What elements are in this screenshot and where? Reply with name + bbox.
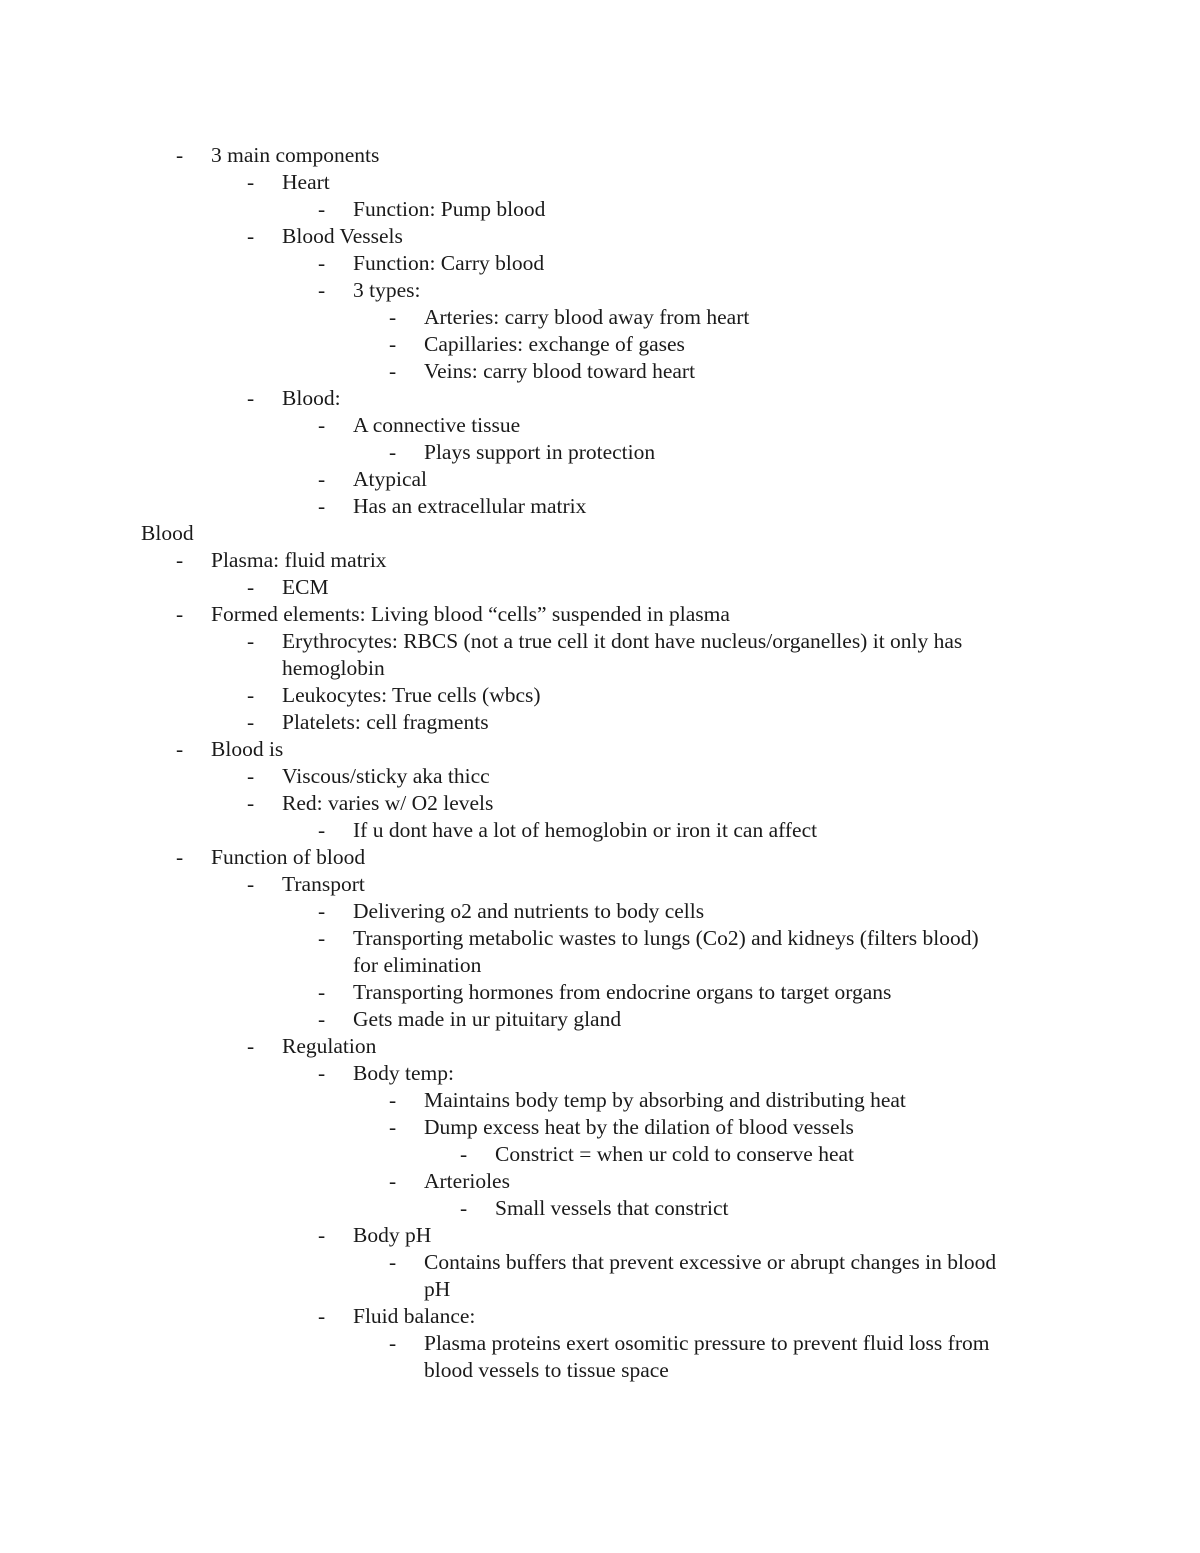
list-item <box>0 736 1200 763</box>
bullet-dash: - <box>247 170 255 194</box>
bullet-dash: - <box>318 1304 326 1328</box>
list-item-text: Body temp: <box>353 1061 454 1085</box>
list-item-text: Capillaries: exchange of gases <box>424 332 685 356</box>
list-item <box>0 790 1200 817</box>
list-item-text: Small vessels that constrict <box>495 1196 729 1220</box>
list-item-text: Transport <box>282 872 365 896</box>
list-item-text: Viscous/sticky aka thicc <box>282 764 490 788</box>
list-item-text: Plasma: fluid matrix <box>211 548 387 572</box>
list-item-text: Veins: carry blood toward heart <box>424 359 696 383</box>
list-item-text: Formed elements: Living blood “cells” suspended in plasma <box>211 602 730 626</box>
bullet-dash: - <box>389 440 397 464</box>
list-item <box>0 1060 1200 1087</box>
list-item <box>0 385 1200 412</box>
list-item <box>0 1195 1200 1222</box>
list-item <box>0 1141 1200 1168</box>
list-item-text: Has an extracellular matrix <box>353 494 587 518</box>
list-item-text: Dump excess heat by the dilation of blood vessels <box>424 1115 854 1139</box>
list-item <box>0 628 1200 655</box>
list-item <box>0 1006 1200 1033</box>
list-item-text: blood vessels to tissue space <box>424 1358 669 1382</box>
bullet-dash: - <box>389 1331 397 1355</box>
list-item-text: Blood Vessels <box>282 224 403 248</box>
list-item-text: If u dont have a lot of hemoglobin or iron it can affect <box>353 818 818 842</box>
section-heading <box>0 520 1200 547</box>
list-item <box>0 466 1200 493</box>
list-item-text: Transporting hormones from endocrine organs to target organs <box>353 980 892 1004</box>
list-item <box>0 439 1200 466</box>
bullet-dash: - <box>247 872 255 896</box>
list-item-text: Atypical <box>353 467 428 491</box>
list-item-text: Constrict = when ur cold to conserve heat <box>495 1142 855 1166</box>
list-item-text: Contains buffers that prevent excessive or abrupt changes in blood <box>424 1250 997 1274</box>
bullet-dash: - <box>389 1115 397 1139</box>
list-item <box>0 331 1200 358</box>
bullet-dash: - <box>247 629 255 653</box>
bullet-dash: - <box>318 278 326 302</box>
list-item <box>0 979 1200 1006</box>
list-item <box>0 1357 1200 1384</box>
list-item-text: Erythrocytes: RBCS (not a true cell it dont have nucleus/organelles) it only has <box>282 629 963 653</box>
list-item <box>0 493 1200 520</box>
list-item-text: Function of blood <box>211 845 366 869</box>
list-item <box>0 142 1200 169</box>
list-item <box>0 223 1200 250</box>
list-item <box>0 277 1200 304</box>
bullet-dash: - <box>318 980 326 1004</box>
list-item-text: Gets made in ur pituitary gland <box>353 1007 622 1031</box>
list-item <box>0 1033 1200 1060</box>
bullet-dash: - <box>389 359 397 383</box>
bullet-dash: - <box>318 1061 326 1085</box>
bullet-dash: - <box>247 1034 255 1058</box>
bullet-dash: - <box>247 764 255 788</box>
list-item <box>0 871 1200 898</box>
bullet-dash: - <box>389 1169 397 1193</box>
bullet-dash: - <box>247 710 255 734</box>
list-item-text: Delivering o2 and nutrients to body cells <box>353 899 705 923</box>
list-item <box>0 817 1200 844</box>
list-item-text: Heart <box>282 170 330 194</box>
bullet-dash: - <box>247 683 255 707</box>
list-item-text: Maintains body temp by absorbing and distributing heat <box>424 1088 906 1112</box>
list-item-text: Plasma proteins exert osomitic pressure to prevent fluid loss from <box>424 1331 990 1355</box>
bullet-dash: - <box>318 1007 326 1031</box>
list-item-text: A connective tissue <box>353 413 521 437</box>
list-item-text: Transporting metabolic wastes to lungs (Co2) and kidneys (filters blood) <box>353 926 979 950</box>
list-item-text: 3 main components <box>211 143 380 167</box>
list-item <box>0 763 1200 790</box>
list-item-text: Plays support in protection <box>424 440 656 464</box>
list-item <box>0 1222 1200 1249</box>
list-item-text: Function: Carry blood <box>353 251 545 275</box>
list-item <box>0 1114 1200 1141</box>
list-item-text: Body pH <box>353 1223 432 1247</box>
list-item <box>0 601 1200 628</box>
bullet-dash: - <box>318 494 326 518</box>
list-item <box>0 709 1200 736</box>
list-item-text: Function: Pump blood <box>353 197 546 221</box>
list-item-text: hemoglobin <box>282 656 385 680</box>
list-item <box>0 1303 1200 1330</box>
bullet-dash: - <box>247 575 255 599</box>
bullet-dash: - <box>176 548 184 572</box>
bullet-dash: - <box>176 143 184 167</box>
list-item <box>0 1168 1200 1195</box>
list-item <box>0 1087 1200 1114</box>
list-item <box>0 952 1200 979</box>
list-item <box>0 844 1200 871</box>
bullet-dash: - <box>389 332 397 356</box>
list-item-text: Platelets: cell fragments <box>282 710 489 734</box>
list-item <box>0 1276 1200 1303</box>
bullet-dash: - <box>389 305 397 329</box>
list-item-text: Blood: <box>282 386 341 410</box>
bullet-dash: - <box>176 737 184 761</box>
bullet-dash: - <box>318 818 326 842</box>
bullet-dash: - <box>318 926 326 950</box>
list-item <box>0 250 1200 277</box>
list-item-text: Arterioles <box>424 1169 510 1193</box>
bullet-dash: - <box>389 1088 397 1112</box>
list-item <box>0 412 1200 439</box>
bullet-dash: - <box>318 251 326 275</box>
bullet-dash: - <box>389 1250 397 1274</box>
list-item-text: Leukocytes: True cells (wbcs) <box>282 683 541 707</box>
bullet-dash: - <box>247 386 255 410</box>
bullet-dash: - <box>460 1142 468 1166</box>
list-item <box>0 169 1200 196</box>
bullet-dash: - <box>318 899 326 923</box>
outline-list <box>0 142 1200 1384</box>
list-item-text: Red: varies w/ O2 levels <box>282 791 494 815</box>
bullet-dash: - <box>247 791 255 815</box>
list-item <box>0 898 1200 925</box>
list-item-text: Regulation <box>282 1034 377 1058</box>
list-item-text: Blood is <box>211 737 284 761</box>
heading-text: Blood <box>141 521 194 545</box>
list-item <box>0 1249 1200 1276</box>
list-item <box>0 358 1200 385</box>
bullet-dash: - <box>176 602 184 626</box>
list-item-text: for elimination <box>353 953 482 977</box>
list-item <box>0 682 1200 709</box>
list-item <box>0 304 1200 331</box>
list-item-text: ECM <box>282 575 329 599</box>
bullet-dash: - <box>176 845 184 869</box>
bullet-dash: - <box>318 1223 326 1247</box>
bullet-dash: - <box>318 467 326 491</box>
list-item-text: Fluid balance: <box>353 1304 476 1328</box>
list-item <box>0 1330 1200 1357</box>
list-item-text: Arteries: carry blood away from heart <box>424 305 750 329</box>
list-item-text: pH <box>424 1277 451 1301</box>
list-item-text: 3 types: <box>353 278 421 302</box>
bullet-dash: - <box>318 413 326 437</box>
bullet-dash: - <box>247 224 255 248</box>
list-item <box>0 547 1200 574</box>
list-item <box>0 925 1200 952</box>
bullet-dash: - <box>318 197 326 221</box>
bullet-dash: - <box>460 1196 468 1220</box>
list-item <box>0 196 1200 223</box>
list-item <box>0 655 1200 682</box>
list-item <box>0 574 1200 601</box>
